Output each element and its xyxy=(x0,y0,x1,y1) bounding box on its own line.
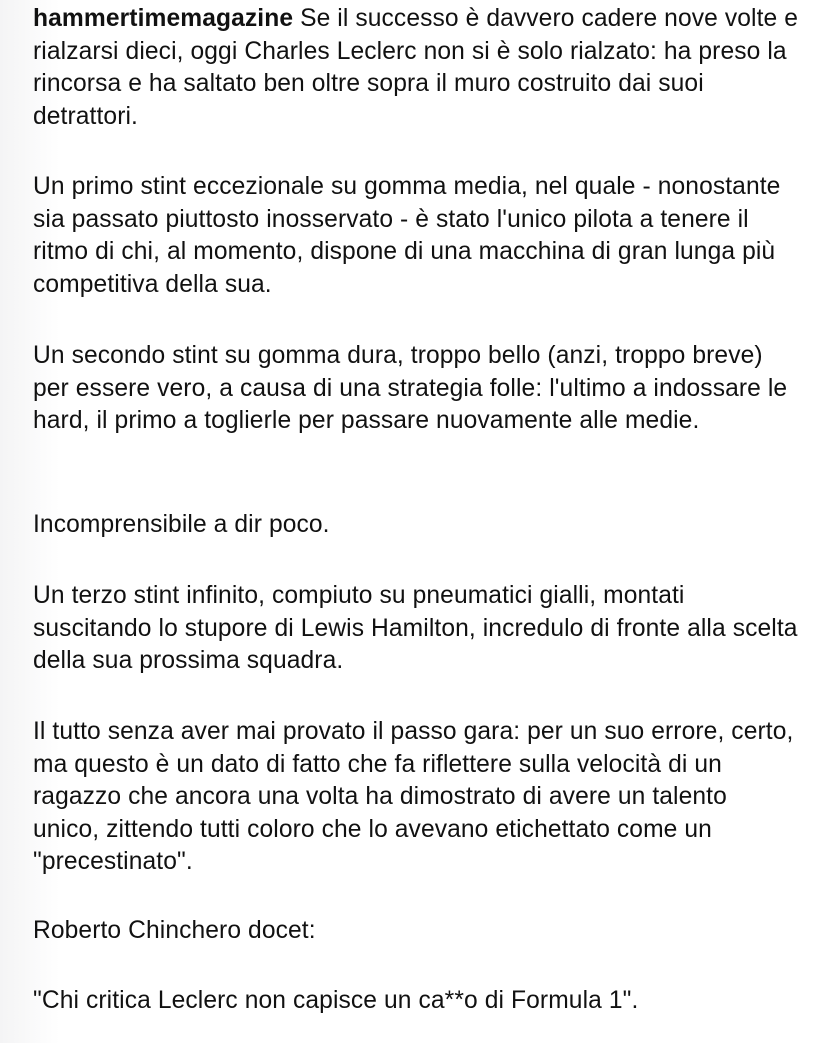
author-username[interactable]: hammertimemagazine xyxy=(33,5,294,32)
caption-paragraph: Un terzo stint infinito, compiuto su pneumatici gialli, montati suscitando lo stupore di Lewis Hamilton, incredulo di fronte alla scelta della sua prossima squadra. xyxy=(33,582,798,674)
caption-paragraph: Un secondo stint su gomma dura, troppo bello (anzi, troppo breve) per essere vero, a causa di una strategia folle: l'ultimo a indossare le hard, il primo a toglierle per passare nuovamente alle medie. xyxy=(33,342,788,434)
caption-paragraph: Il tutto senza aver mai provato il passo gara: per un suo errore, certo, ma questo è un dato di fatto che fa riflettere sulla velocità di un ragazzo che ancora una volta ha dimostrato di avere un talento unico, zittendo tutti coloro che lo avevano etichettato come un "precestinato". xyxy=(33,718,794,875)
caption-paragraph: Un primo stint eccezionale su gomma media, nel quale - nonostante sia passato piuttosto inosservato - è stato l'unico pilota a tenere il ritmo di chi, al momento, dispone di una macchina di gran lunga più competitiva della sua. xyxy=(33,173,781,298)
caption-paragraph-intro xyxy=(33,3,800,133)
caption-quote: "Chi critica Leclerc non capisce un ca**o di Formula 1". xyxy=(33,987,639,1014)
caption-paragraph: Roberto Chinchero docet: xyxy=(33,917,316,944)
caption-paragraph: Incomprensibile a dir poco. xyxy=(33,511,330,538)
caption-text-intro: Se il successo è davvero cadere nove volte e rialzarsi dieci, oggi Charles Leclerc non si è solo rialzato: ha preso la rincorsa e ha saltato ben oltre sopra il muro costruito dai suoi detrattori. xyxy=(33,5,798,130)
